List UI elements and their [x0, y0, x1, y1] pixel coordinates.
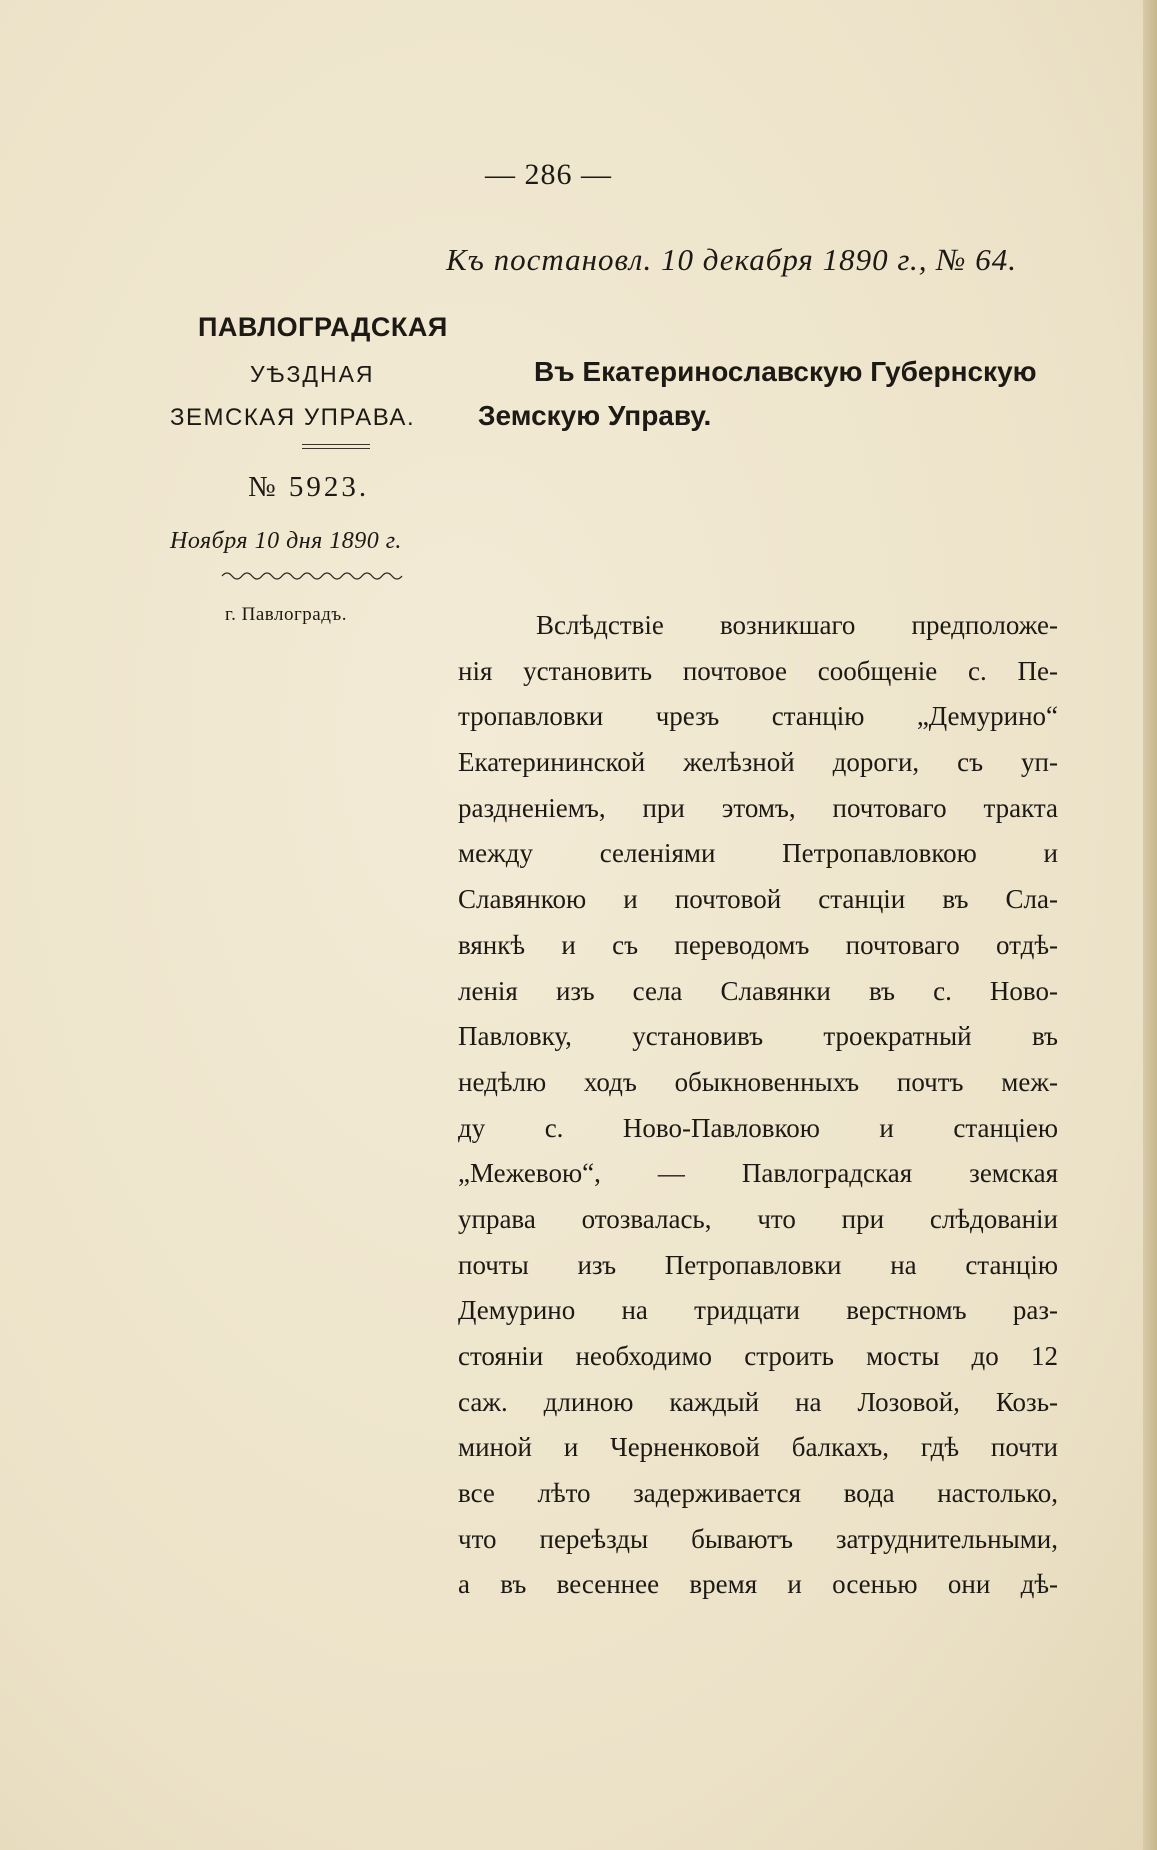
body-line: тропавловки чрезъ станцію „Демурино“ — [458, 701, 1058, 732]
resolution-reference: Къ постановл. 10 декабря 1890 г., № 64. — [446, 242, 1017, 277]
addressee-line-1: Въ Екатеринославскую Губернскую — [534, 356, 1037, 387]
addressee-line-2: Земскую Управу. — [478, 400, 712, 431]
body-line: недѣлю ходъ обыкновенныхъ почтъ меж- — [458, 1066, 1058, 1097]
ornamental-divider — [220, 569, 460, 588]
body-line: Екатерининской желѣзной дороги, съ уп- — [458, 747, 1058, 778]
sender-line-3: ЗЕМСКАЯ УПРАВА. — [170, 404, 416, 431]
page-edge — [1143, 0, 1157, 1850]
sender-line-2: УѢЗДНАЯ — [250, 361, 375, 387]
body-line: раздненіемъ, при этомъ, почтоваго тракта — [458, 792, 1058, 823]
body-line: между селеніями Петропавловкою и — [458, 838, 1058, 869]
letter-body — [458, 603, 1058, 1608]
body-line: управа отозвалась, что при слѣдованіи — [458, 1203, 1058, 1234]
divider-rule — [302, 444, 370, 449]
body-line: Вслѣдствіе возникшаго предположе- — [536, 610, 1058, 640]
body-line: миной и Черненковой балкахъ, гдѣ почти — [458, 1432, 1058, 1463]
body-line: Демурино на тридцати верстномъ раз- — [458, 1295, 1058, 1326]
body-line: а въ весеннее время и осенью они дѣ- — [458, 1569, 1058, 1600]
addressee-block — [478, 350, 1058, 438]
body-line: ду с. Ново-Павловкою и станціею — [458, 1112, 1058, 1143]
body-line: Павловку, установивъ троекратный въ — [458, 1021, 1058, 1052]
document-number: № 5923. — [248, 471, 370, 503]
body-line: почты изъ Петропавловки на станцію — [458, 1249, 1058, 1280]
city-name: г. Павлоградъ. — [225, 604, 347, 625]
body-line: нія установить почтовое сообщеніе с. Пе- — [458, 655, 1058, 686]
body-line: все лѣто задерживается вода настолько, — [458, 1478, 1058, 1509]
sender-line-1: ПАВЛОГРАДСКАЯ — [198, 312, 448, 342]
page-number: — 286 — — [485, 158, 612, 191]
body-line: вянкѣ и съ переводомъ почтоваго отдѣ- — [458, 929, 1058, 960]
body-line: „Межевою“, — Павлоградская земская — [458, 1158, 1058, 1189]
body-line: ленія изъ села Славянки въ с. Ново- — [458, 975, 1058, 1006]
body-line: Славянкою и почтовой станціи въ Сла- — [458, 884, 1058, 915]
sender-block — [170, 312, 460, 626]
body-line: стояніи необходимо строить мосты до 12 — [458, 1341, 1058, 1371]
body-line: что переѣзды бываютъ затруднительными, — [458, 1523, 1058, 1554]
body-line: саж. длиною каждый на Лозовой, Козь- — [458, 1386, 1058, 1417]
document-date: Ноября 10 дня 1890 г. — [170, 528, 402, 554]
